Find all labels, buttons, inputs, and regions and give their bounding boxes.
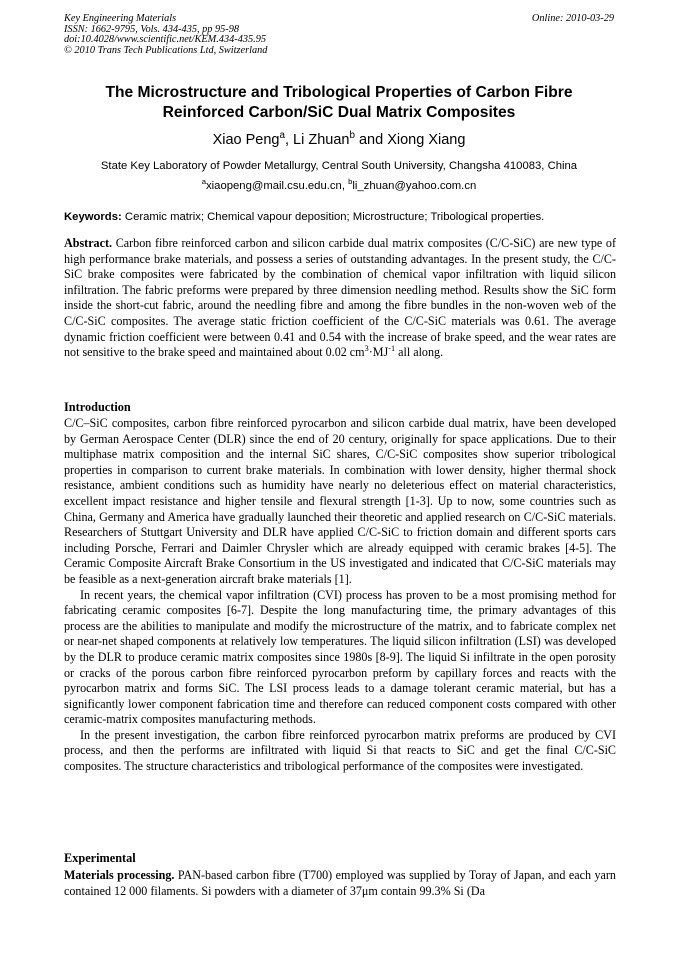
author-1-mark: a: [279, 130, 285, 142]
subsection-lead: Materials processing.: [64, 868, 175, 882]
author-1: Xiao Peng: [212, 132, 280, 148]
abstract-text: Carbon fibre reinforced carbon and silicon carbide dual matrix composites (C/C-SiC) are new type of high performance brake materials, and possess a series of outstanding advantages. In the present study, the C/C-SiC brake composites were fabricated by the combination of chemical vapor infiltration with liquid silicon infiltration. The fabric preforms were prepared by three dimension needling method. Results show the SiC form inside the short-cut fabric, around the needling fibre and among the fibre bundles in the non-woven web of the C/C-SiC composites. The average static friction coefficient of the C/C-SiC materials was 0.61. The average dynamic friction coefficient were between 0.41 and 0.54 with the increase of brake speed, and the wear rates are not sensitive to the brake speed and maintained about 0.02 cm: [64, 236, 616, 360]
journal-name: Key Engineering Materials: [64, 13, 177, 24]
introduction-body: [64, 416, 616, 775]
keywords-text: Ceramic matrix; Chemical vapour deposition; Microstructure; Tribological properties.: [121, 211, 545, 223]
author-separator: and: [354, 132, 388, 148]
doi-line: doi:10.4028/www.scientific.net/KEM.434-435.95: [64, 34, 267, 46]
introduction-heading: Introduction: [64, 400, 131, 414]
title-line-2: Reinforced Carbon/SiC Dual Matrix Composites: [162, 104, 516, 121]
author-2-mark: b: [349, 130, 355, 142]
copyright-line: © 2010 Trans Tech Publications Ltd, Switzerland: [64, 44, 268, 56]
affiliation: State Key Laboratory of Powder Metallurgy, Central South University, Changsha 410083, China: [100, 160, 578, 172]
abstract: [64, 236, 616, 361]
experimental-heading: Experimental: [64, 851, 136, 865]
email-separator: ,: [341, 180, 349, 192]
email-2: li_zhuan@yahoo.com.cn: [352, 180, 477, 192]
paragraph: In the present investigation, the carbon fibre reinforced pyrocarbon matrix preforms are produced by CVI process, and then the performs are infiltrated with liquid Si that reacts to SiC and get the final C/C-SiC composites. The structure characteristics and tribological performance of the composites were investigated.: [64, 727, 616, 774]
author-2: Li Zhuan: [293, 132, 350, 148]
unit-superscript: 3: [364, 344, 369, 354]
paragraph: In recent years, the chemical vapor infiltration (CVI) process has proven to be a most promising method for fabricating ceramic composites [6-7]. Despite the long manufacturing time, the primary advantages of this process are the abilities to manipulate and modify the microstructure of the matrix, and to fabricate complex net or near-net shaped components at relatively low temperatures. The liquid silicon infiltration (LSI) was developed by the DLR to produce ceramic matrix composites since 1980s [8-9]. The liquid Si infiltrate in the open porosity or cracks of the porous carbon fibre reinforced pyrocarbon preform by capillary forces and reacts with the pyrocarbon matrix and forms SiC. The LSI process leads to a damage tolerant ceramic material, but has a significantly lower component fabrication time and therefore can reduced component costs compared with other ceramic-matrix composites manufacturing methods.: [64, 587, 616, 727]
author-list: [40, 130, 638, 150]
abstract-tail: all along.: [395, 345, 444, 360]
author-separator: ,: [284, 132, 294, 148]
paragraph: C/C–SiC composites, carbon fibre reinforced pyrocarbon and silicon carbide dual matrix, have been developed by German Aerospace Center (DLR) since the end of 20 century, originally for space applications. Due to their multiphase matrix composition and the internal SiC shares, C/C-SiC composites show superior tribological properties in comparison to current brake materials. In combination with lower density, higher thermal shock resistance, ambient conditions such as humidity have nearly no deleterious effect on material characteristics, excellent impact resistance and higher tensile and flexural strength [1-3]. Up to now, some countries such as China, Germany and America have gradually launched their theoretic and applied research on C/C-SiC materials. Researchers of Stuttgart University and DLR have applied C/C-SiC to friction domain and different sports cars including Porsche, Ferrari and Daimler Chrysler which are already equipped with ceramic brakes [4-5]. The Ceramic Composite Aircraft Brake Consortium in the US investigated and indicated that C/C-SiC materials may be feasible as a next-generation aircraft brake materials [1].: [64, 416, 616, 586]
unit-text: ·MJ: [368, 345, 389, 360]
unit-superscript: -1: [388, 344, 396, 354]
email-2-mark: b: [348, 177, 353, 187]
abstract-paragraph: [64, 236, 616, 361]
keywords-label: Keywords:: [64, 211, 122, 223]
email-1: xiaopeng@mail.csu.edu.cn: [206, 180, 342, 192]
title-line-1: The Microstructure and Tribological Properties of Carbon Fibre: [105, 84, 573, 101]
issn-line: ISSN: 1662-9795, Vols. 434-435, pp 95-98: [64, 23, 240, 35]
keywords: [64, 209, 616, 225]
paper-title: [40, 83, 638, 123]
online-date: Online: 2010-03-29: [531, 13, 614, 24]
abstract-label: Abstract.: [64, 236, 113, 250]
journal-header: [64, 14, 267, 56]
subsection-text: PAN-based carbon fibre (T700) employed was supplied by Toray of Japan, and each yarn contained 12 000 filaments. Si powders with a diameter of 37μm contain 99.3% Si (Da: [64, 868, 616, 898]
email-1-mark: a: [201, 177, 206, 187]
author-3: Xiong Xiang: [387, 132, 466, 148]
paragraph: [64, 868, 616, 899]
experimental-body: [64, 868, 616, 899]
email-list: [40, 178, 638, 194]
